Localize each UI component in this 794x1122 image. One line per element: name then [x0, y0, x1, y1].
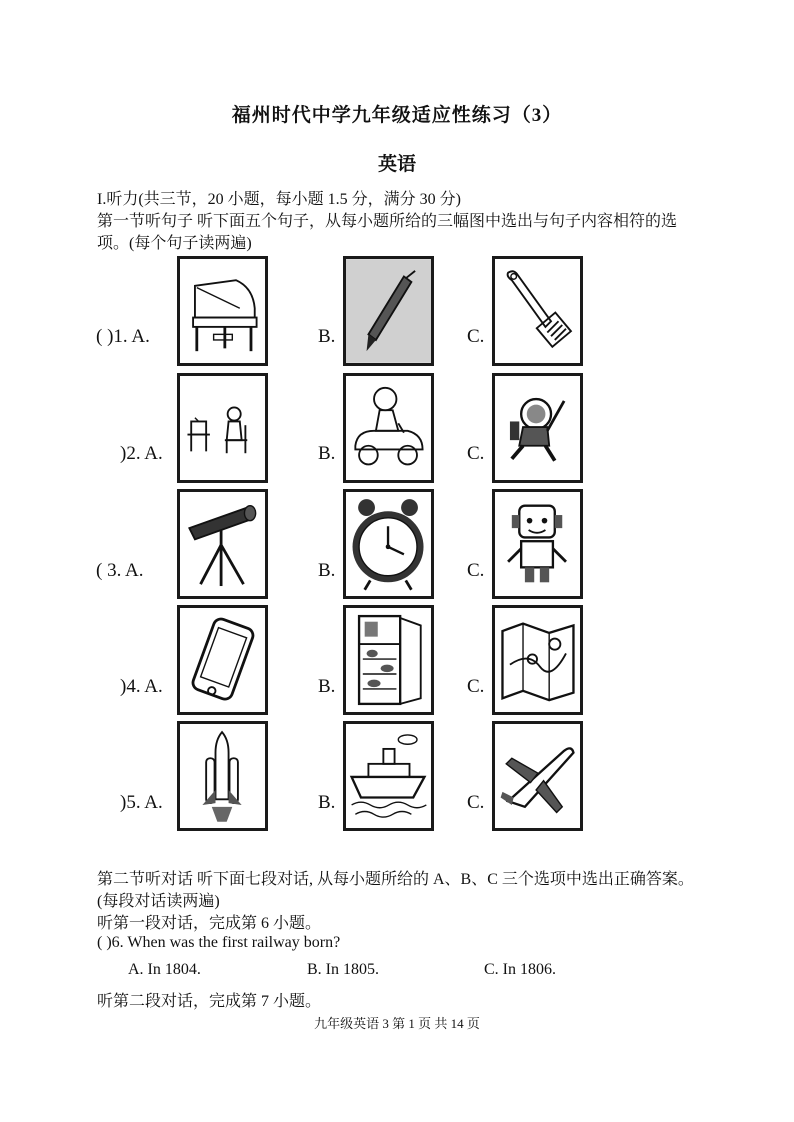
q4-b-label: B.	[318, 676, 336, 697]
fridge-icon	[346, 608, 431, 712]
telescope-icon	[180, 492, 265, 596]
q1-option-b[interactable]	[343, 256, 434, 366]
robot-icon	[495, 492, 580, 596]
q6-option-b[interactable]: B. In 1805.	[307, 961, 379, 978]
q4-option-b[interactable]	[343, 605, 434, 715]
q1-b-label: B.	[318, 326, 336, 347]
q4-option-a[interactable]	[177, 605, 268, 715]
q3-option-c[interactable]	[492, 489, 583, 599]
q2-option-c[interactable]	[492, 373, 583, 483]
q2-c-label: C.	[467, 443, 485, 464]
q5-option-c[interactable]	[492, 721, 583, 831]
astronaut-icon	[495, 376, 580, 480]
smartphone-icon	[180, 608, 265, 712]
question-2-label: )2. A.	[120, 443, 163, 464]
q5-option-a[interactable]	[177, 721, 268, 831]
page-footer: 九年级英语 3 第 1 页 共 14 页	[314, 1016, 480, 1031]
q2-option-b[interactable]	[343, 373, 434, 483]
q6-option-c[interactable]: C. In 1806.	[484, 961, 556, 978]
piano-icon	[180, 259, 265, 363]
question-3-label: ( 3. A.	[96, 560, 144, 581]
toothbrush-icon	[495, 259, 580, 363]
part1-instruction-2: 项。(每个句子读两遍)	[97, 235, 252, 252]
map-icon	[495, 608, 580, 712]
page-title: 福州时代中学九年级适应性练习（3）	[231, 105, 563, 126]
q3-option-a[interactable]	[177, 489, 268, 599]
pen-icon	[346, 259, 431, 363]
question-6: ( )6. When was the first railway born?	[97, 934, 341, 951]
q3-c-label: C.	[467, 560, 485, 581]
question-5-label: )5. A.	[120, 792, 163, 813]
space-shuttle-icon	[180, 724, 265, 828]
girl-watching-tv-icon	[180, 376, 265, 480]
subject-title: 英语	[377, 154, 416, 175]
instruction-q7: 听第二段对话，完成第 7 小题。	[97, 993, 322, 1010]
q5-c-label: C.	[467, 792, 485, 813]
q3-option-b[interactable]	[343, 489, 434, 599]
airplane-icon	[495, 724, 580, 828]
part2-instruction-2: (每段对话读两遍)	[97, 893, 220, 910]
q1-option-a[interactable]	[177, 256, 268, 366]
section-heading: I.听力(共三节，20 小题，每小题 1.5 分，满分 30 分)	[97, 191, 461, 208]
instruction-q6: 听第一段对话，完成第 6 小题。	[97, 915, 322, 932]
ship-icon	[346, 724, 431, 828]
part2-instruction-1: 第二节听对话 听下面七段对话, 从每小题所给的 A、B、C 三个选项中选出正确答案。	[97, 871, 694, 888]
q1-c-label: C.	[467, 326, 485, 347]
q4-c-label: C.	[467, 676, 485, 697]
q6-option-a[interactable]: A. In 1804.	[128, 961, 201, 978]
alarm-clock-icon	[346, 492, 431, 596]
q2-option-a[interactable]	[177, 373, 268, 483]
part1-instruction-1: 第一节听句子 听下面五个句子，从每小题所给的三幅图中选出与句子内容相符的选	[97, 213, 678, 230]
q5-option-b[interactable]	[343, 721, 434, 831]
q4-option-c[interactable]	[492, 605, 583, 715]
question-1-label: ( )1. A.	[96, 326, 150, 347]
q5-b-label: B.	[318, 792, 336, 813]
q1-option-c[interactable]	[492, 256, 583, 366]
q3-b-label: B.	[318, 560, 336, 581]
q2-b-label: B.	[318, 443, 336, 464]
boy-driving-car-icon	[346, 376, 431, 480]
question-4-label: )4. A.	[120, 676, 163, 697]
